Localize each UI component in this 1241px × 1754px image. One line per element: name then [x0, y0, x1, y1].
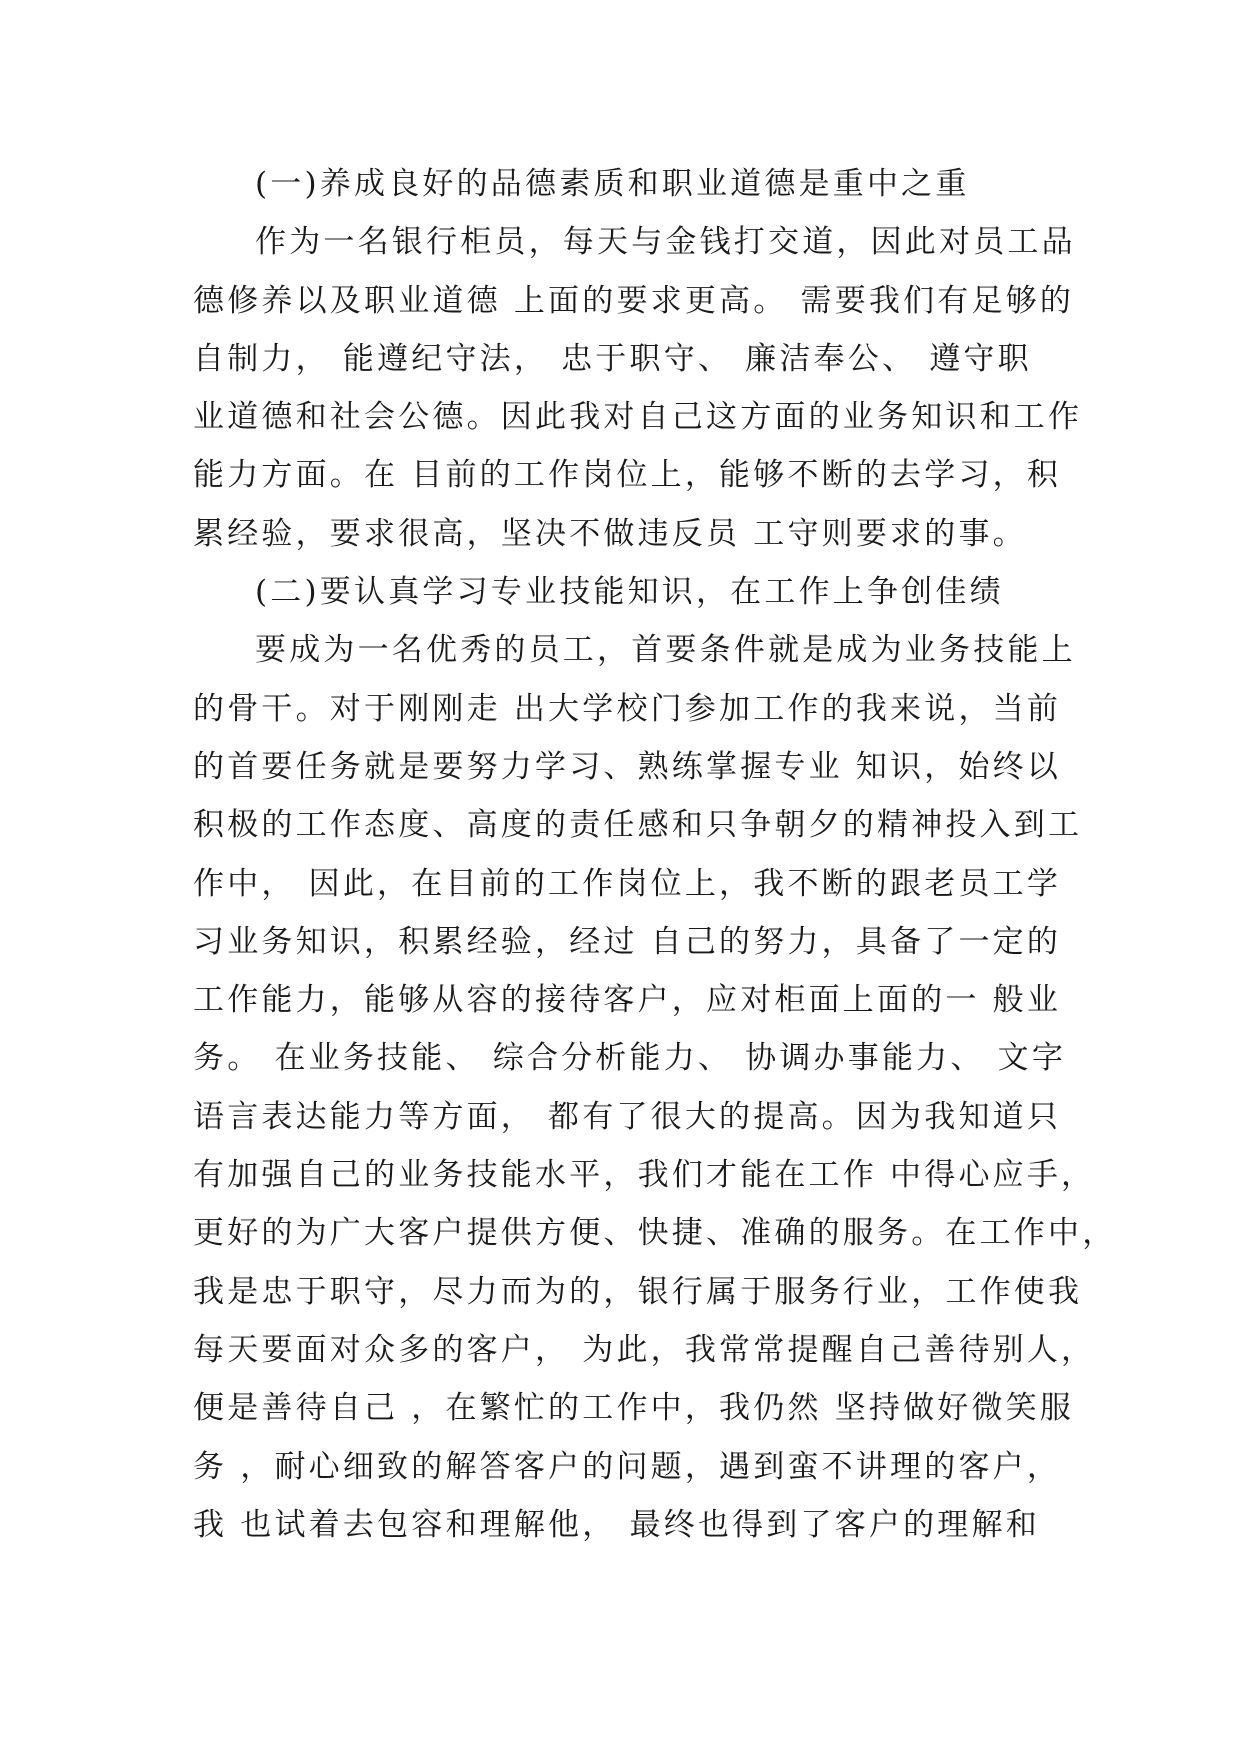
paragraph-line: 作为一名银行柜员，每天与金钱打交道，因此对员工品 [255, 224, 1076, 261]
paragraph-line: 有加强自己的业务技能水平，我们才能在工作 中得心应手， [193, 1157, 1096, 1194]
paragraph-line: 便是善待自己 ，在繁忙的工作中，我仍然 坚持做好微笑服 [193, 1390, 1075, 1427]
paragraph-line: 德修养以及职业道德 上面的要求更高。 需要我们有足够的 [193, 282, 1075, 319]
paragraph-line: 我 也试着去包容和理解他， 最终也得到了客户的理解和 [193, 1506, 1040, 1543]
heading-section-2: (二)要认真学习专业技能知识，在工作上争创佳绩 [255, 574, 1004, 611]
paragraph-line: 习业务知识，积累经验，经过 自己的努力，具备了一定的 [193, 923, 1062, 960]
paragraph-line: 的首要任务就是要努力学习、熟练掌握专业 知识，始终以 [193, 748, 1062, 785]
paragraph-line: 我是忠于职守，尽力而为的，银行属于服务行业，工作使我 [193, 1273, 1083, 1310]
document-body [193, 155, 1117, 1554]
paragraph-line: 更好的为广大客户提供方便、快捷、准确的服务。在工作中， [193, 1215, 1117, 1252]
paragraph-line: 业道德和社会公德。因此我对自己这方面的业务知识和工作 [193, 399, 1083, 436]
heading-section-1: (一)养成良好的品德素质和职业道德是重中之重 [255, 166, 970, 202]
paragraph-line: 积极的工作态度、高度的责任感和只争朝夕的精神投入到工 [193, 807, 1083, 844]
paragraph-line: 务 ，耐心细致的解答客户的问题，遇到蛮不讲理的客户， [193, 1448, 1062, 1485]
paragraph-line: 作中， 因此，在目前的工作岗位上，我不断的跟老员工学 [193, 865, 1062, 902]
paragraph-line: 累经验，要求很高，坚决不做违反员 工守则要求的事。 [193, 515, 1027, 552]
paragraph-line: 务。 在业务技能、 综合分析能力、 协调办事能力、 文字 [193, 1040, 1067, 1077]
paragraph-line: 的骨干。对于刚刚走 出大学校门参加工作的我来说，当前 [193, 690, 1062, 727]
paragraph-line: 能力方面。在 目前的工作岗位上，能够不断的去学习，积 [193, 457, 1062, 494]
paragraph-line: 每天要面对众多的客户， 为此，我常常提醒自己善待别人， [193, 1331, 1096, 1368]
paragraph-line: 工作能力，能够从容的接待客户，应对柜面上面的一 般业 [193, 982, 1062, 1019]
paragraph-line: 语言表达能力等方面， 都有了很大的提高。因为我知道只 [193, 1098, 1062, 1135]
paragraph-line: 自制力， 能遵纪守法， 忠于职守、 廉洁奉公、 遵守职 [193, 340, 1032, 377]
paragraph-line: 要成为一名优秀的员工，首要条件就是成为业务技能上 [255, 632, 1076, 669]
